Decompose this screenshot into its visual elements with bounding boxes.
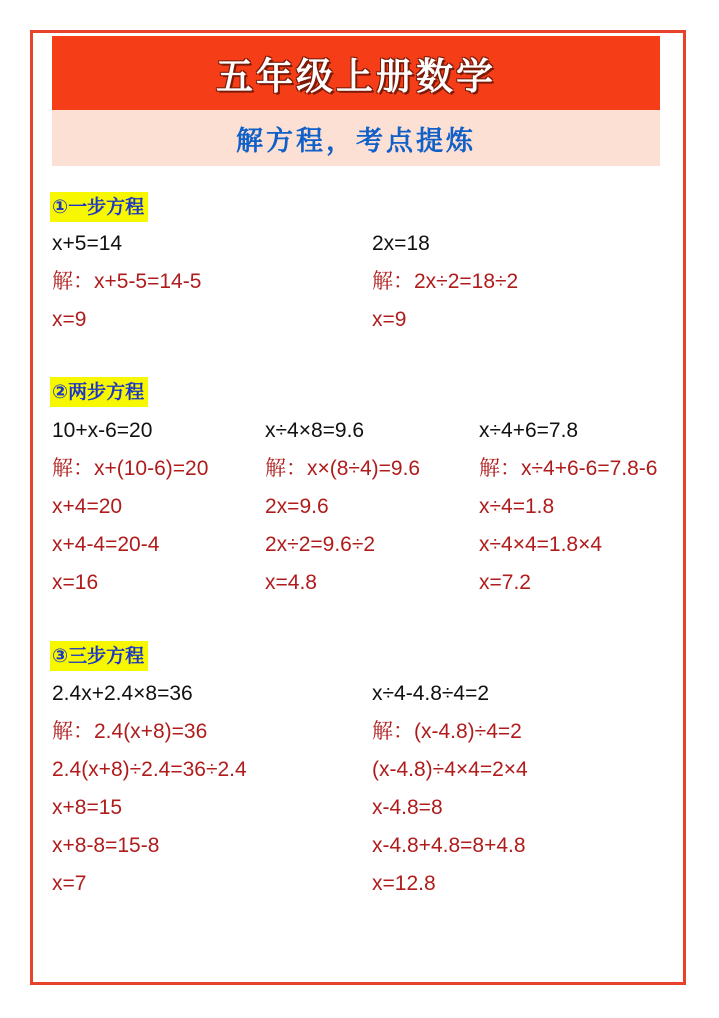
solution-step: x-4.8+4.8=8+4.8 — [372, 834, 526, 857]
equation-question: x÷4+6=7.8 — [479, 419, 579, 442]
solution-step: x÷4=1.8 — [479, 495, 555, 518]
solution-step: 解：x×(8÷4)=9.6 — [265, 457, 421, 480]
solution-step: x+8-8=15-8 — [52, 834, 160, 857]
solution-step: x÷4×4=1.8×4 — [479, 533, 603, 556]
solution-step: 解：2.4(x+8)=36 — [52, 720, 208, 743]
equation-question: 2x=18 — [372, 232, 430, 255]
section-label-one-step: ①一步方程 — [50, 192, 148, 222]
solution-step: x=7 — [52, 872, 87, 895]
solution-step: 2.4(x+8)÷2.4=36÷2.4 — [52, 758, 247, 781]
solution-step: 解：x+5-5=14-5 — [52, 270, 202, 293]
solution-step: 解：x+(10-6)=20 — [52, 457, 209, 480]
solution-step: (x-4.8)÷4×4=2×4 — [372, 758, 528, 781]
solution-step: x=7.2 — [479, 571, 531, 594]
solution-step: x=12.8 — [372, 872, 436, 895]
solution-step: 2x=9.6 — [265, 495, 329, 518]
solution-step: 解：(x-4.8)÷4=2 — [372, 720, 522, 743]
solution-step: 解：2x÷2=18÷2 — [372, 270, 519, 293]
solution-step: x+4-4=20-4 — [52, 533, 160, 556]
equation-question: 10+x-6=20 — [52, 419, 153, 442]
equation-question: 2.4x+2.4×8=36 — [52, 682, 193, 705]
section-label-two-step: ②两步方程 — [50, 377, 148, 407]
solution-step: x-4.8=8 — [372, 796, 443, 819]
equation-question: x÷4-4.8÷4=2 — [372, 682, 490, 705]
section-label-three-step: ③三步方程 — [50, 641, 148, 671]
solution-step: 2x÷2=9.6÷2 — [265, 533, 376, 556]
solution-step: x+8=15 — [52, 796, 123, 819]
solution-step: x+4=20 — [52, 495, 123, 518]
solution-step: x=9 — [52, 308, 87, 331]
solution-step: x=16 — [52, 571, 99, 594]
page-subtitle: 解方程，考点提炼 — [52, 110, 660, 166]
solution-step: x=4.8 — [265, 571, 317, 594]
page-title: 五年级上册数学 — [52, 36, 660, 110]
solution-step: x=9 — [372, 308, 407, 331]
equation-question: x÷4×8=9.6 — [265, 419, 365, 442]
solution-step: 解：x÷4+6-6=7.8-6 — [479, 457, 658, 480]
equation-question: x+5=14 — [52, 232, 123, 255]
